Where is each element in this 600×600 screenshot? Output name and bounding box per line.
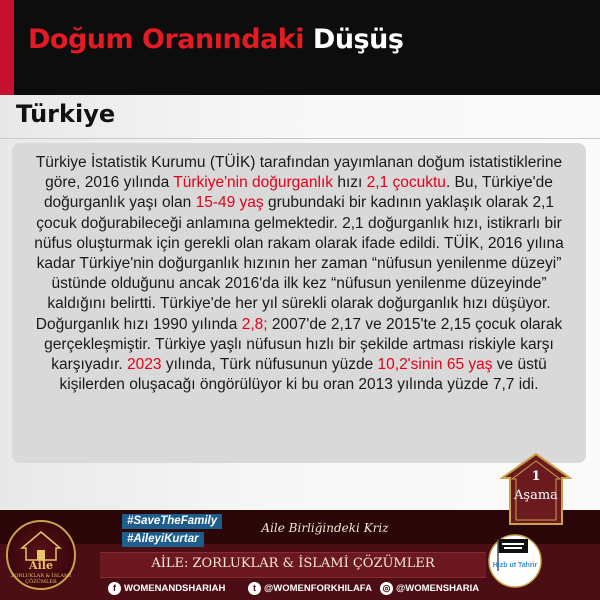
- highlight-age-range: 15-49 yaş: [195, 194, 264, 212]
- text-card: [12, 143, 586, 463]
- title-part-red: Doğum Oranındaki: [28, 24, 304, 55]
- body-text-segment: . Bu, Türkiye'de doğurganlık yaşı olan: [43, 174, 553, 212]
- page-title: [28, 24, 403, 55]
- title-part-white: Düşüş: [312, 24, 404, 55]
- body-paragraph: [26, 153, 572, 395]
- stage-number: 1: [531, 469, 541, 484]
- instagram-icon: ◎: [380, 582, 393, 595]
- highlight-year-2023: 2023: [127, 356, 162, 374]
- facebook-icon: f: [108, 582, 121, 595]
- hashtag-save-the-family: #SaveTheFamily: [122, 514, 222, 529]
- body-text-segment: hızı: [333, 174, 367, 192]
- title-accent-stripe: [0, 0, 14, 95]
- social-links: [108, 580, 498, 598]
- social-instagram[interactable]: [380, 580, 479, 598]
- right-logo-label: Hizb ut Tahrir: [492, 562, 538, 569]
- highlight-rate-2016: 2,1 çocuktu: [366, 174, 446, 192]
- hashtag-aileyi-kurtar: #AileyiKurtar: [122, 532, 204, 547]
- logo-subtitle: ZORLUKLAR & İSLAMİ ÇÖZÜMLER: [10, 573, 72, 585]
- body-text-segment: 2007'de 2,17 ve 2015'te 2,15 çocuk olarak gerçekleşmiştir. Türkiye yaşlı nüfusun hızlı bir şekilde artması riskiyle karşı karşıyadır.: [44, 315, 563, 374]
- country-heading: Türkiye: [16, 100, 116, 128]
- stage-label: Aşama: [514, 488, 558, 503]
- heading-divider: [0, 138, 600, 139]
- highlight-elderly-share: 10,2'sinin 65 yaş: [377, 356, 493, 374]
- highlight-rate-1990: 2,8;: [241, 315, 268, 333]
- twitter-icon: t: [248, 582, 261, 595]
- logo-title: Aile: [29, 559, 53, 572]
- social-handle: WOMENANDSHARIAH: [124, 583, 226, 594]
- highlight-fertility: Türkiye'nin doğurganlık: [173, 174, 334, 192]
- body-text-segment: yılında, Türk nüfusunun yüzde: [161, 356, 378, 374]
- body-text-segment: ve üstü kişilerden oluşacağı öngörülüyor ki bu oran 2013 yılında yüzde 7,7 idi.: [59, 356, 547, 394]
- social-handle: @WOMENSHARIA: [396, 583, 480, 594]
- social-handle: @WOMENFORKHILAFA: [264, 583, 372, 594]
- flag-logo-icon: [484, 531, 546, 591]
- social-twitter[interactable]: [248, 580, 372, 598]
- crisis-title: Aile Birliğindeki Kriz: [261, 521, 389, 535]
- social-facebook[interactable]: [108, 580, 225, 598]
- series-title: AİLE: ZORLUKLAR & İSLAMİ ÇÖZÜMLER: [151, 556, 435, 571]
- body-text-segment: Türkiye İstatistik Kurumu (TÜİK) tarafından yayımlanan doğum istatistiklerine göre, 2016 yılında: [35, 154, 563, 192]
- body-text-segment: grubundaki bir kadının yaklaşık olarak 2,1 çocuk doğurabileceği anlamına gelmektedir. 2,1 doğurganlık hızı, istikrarlı bir nüfus oluşturmak için gerekli olan rakam olarak ifade edildi. TÜİK, 2016 yılına kadar Türkiye'nin doğurganlık hızının her zaman “nüfusun yenilenme düzeyi” üstünde olduğunu ancak 2016'da ilk kez “nüfusun yenilenme düzeyinde” kaldığını belirtti. Türkiye'de her yıl sürekli olarak doğurganlık hızı düşüyor. Doğurganlık hızı 1990 yılında: [34, 194, 564, 333]
